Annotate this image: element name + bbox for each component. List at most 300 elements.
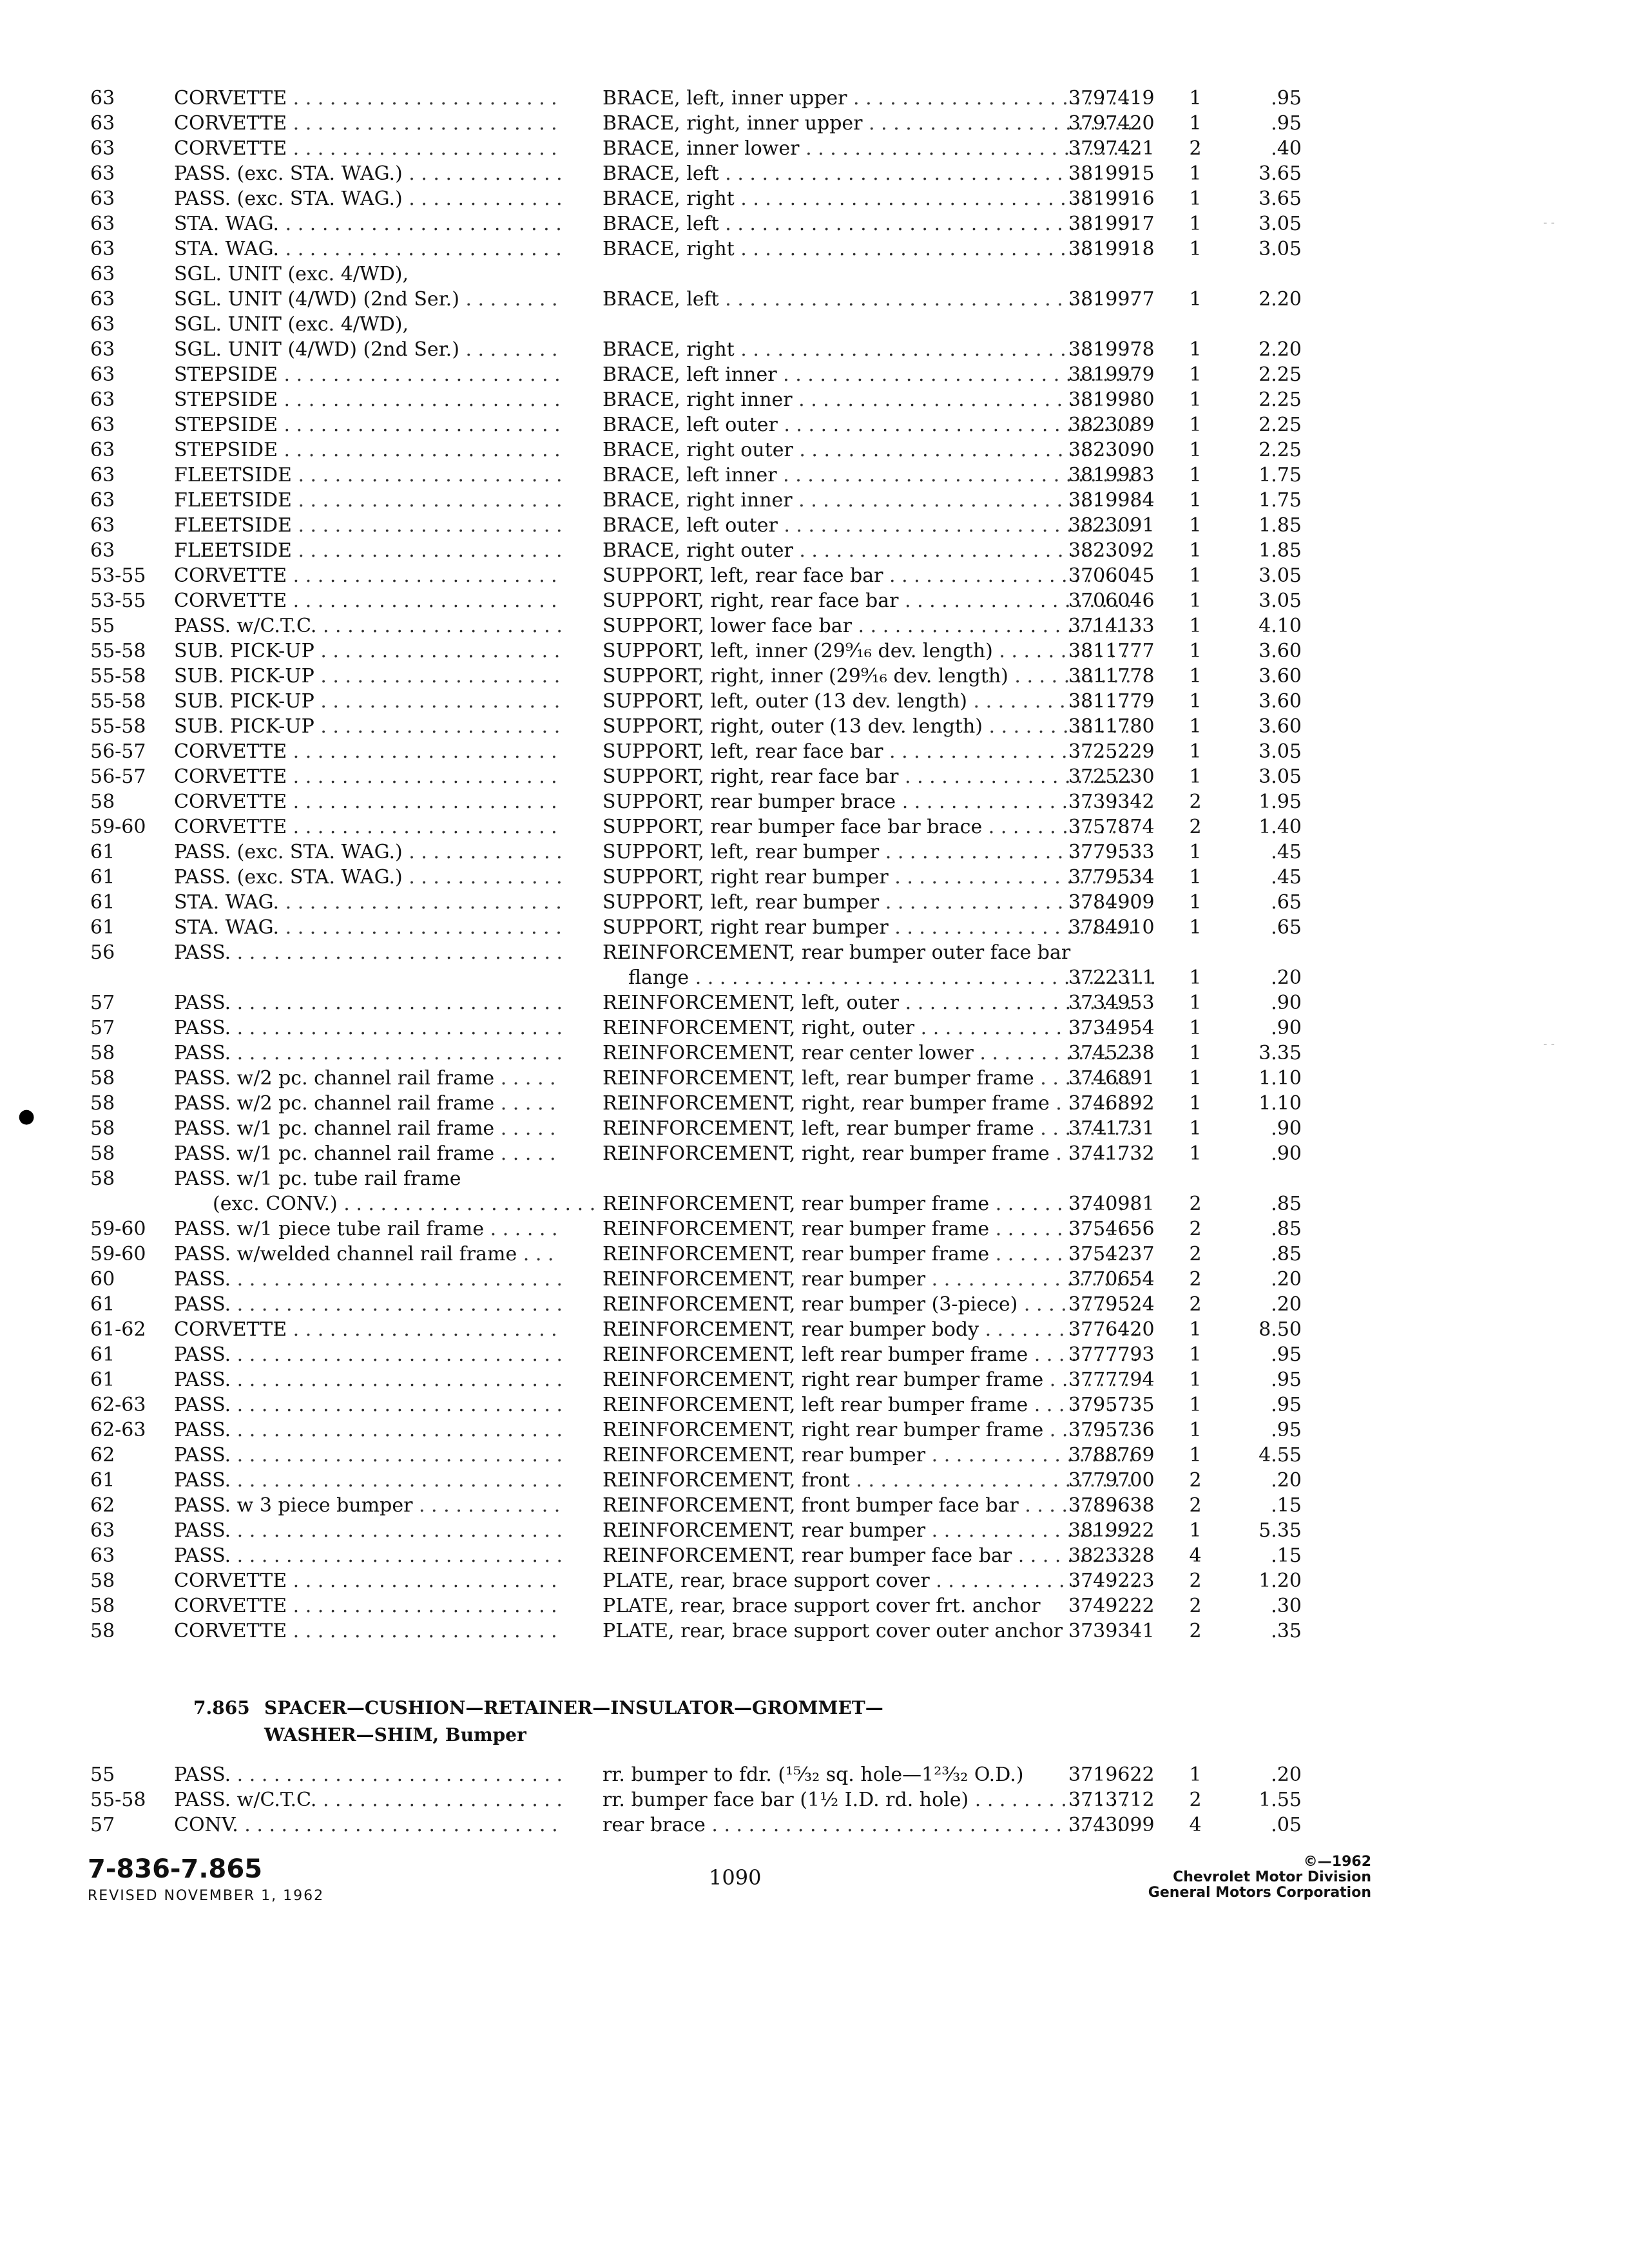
- price-cell-wrap: [1221, 840, 1302, 865]
- model-cell: PASS. . . .: [174, 1469, 561, 1492]
- quantity-cell-wrap: [1182, 513, 1208, 538]
- price-cell: 3.05: [1258, 564, 1302, 587]
- year-cell-wrap: [90, 211, 168, 236]
- quantity-cell-wrap: [1182, 890, 1208, 915]
- year-cell-wrap: [90, 714, 168, 739]
- model-cell: STEPSIDE . . .: [174, 414, 561, 436]
- table-row: [90, 1342, 1302, 1367]
- part-number-cell: 3823091: [1068, 514, 1155, 537]
- model-cell: SGL. UNIT (exc. 4/WD),: [174, 313, 409, 336]
- description-cell: flange . . .: [628, 966, 1163, 989]
- year-cell-wrap: [90, 136, 168, 161]
- model-cell-wrap: [174, 1568, 561, 1593]
- quantity-cell: 2: [1189, 1243, 1202, 1265]
- table-row: [90, 714, 1302, 739]
- price-cell: .95: [1271, 1369, 1302, 1391]
- table-row: [90, 1191, 1302, 1216]
- description-cell: SUPPORT, left, rear bumper . . .: [602, 891, 1137, 914]
- model-cell: SGL. UNIT (exc. 4/WD),: [174, 263, 409, 285]
- model-cell: STEPSIDE . . .: [174, 439, 561, 461]
- description-cell-wrap: [602, 1812, 1137, 1838]
- model-cell-wrap: [174, 990, 561, 1015]
- year-cell-wrap: [90, 1443, 168, 1468]
- description-cell-wrap: [602, 1066, 1137, 1091]
- year-cell-wrap: [90, 639, 168, 664]
- description-cell-wrap: [602, 1216, 1137, 1242]
- description-cell-wrap: [602, 1493, 1137, 1518]
- description-cell: SUPPORT, left, outer (13 dev. length) . . .: [602, 690, 1137, 713]
- description-cell: SUPPORT, right rear bumper . . .: [602, 916, 1137, 939]
- table-row: [90, 1116, 1302, 1141]
- price-cell-wrap: [1221, 1317, 1302, 1342]
- year-cell: 63: [90, 87, 115, 110]
- part-number-cell: 3743099: [1068, 1814, 1155, 1836]
- quantity-cell-wrap: [1182, 1812, 1208, 1838]
- model-cell-wrap: [174, 362, 561, 387]
- year-cell: 63: [90, 238, 115, 260]
- part-number-cell-wrap: [1068, 689, 1171, 714]
- year-cell: 55-58: [90, 665, 146, 687]
- quantity-cell-wrap: [1182, 1443, 1208, 1468]
- year-cell-wrap: [90, 1568, 168, 1593]
- price-cell-wrap: [1221, 664, 1302, 689]
- model-cell: PASS. . . .: [174, 1268, 561, 1291]
- table-row: [90, 1041, 1302, 1066]
- part-number-cell: 3779534: [1068, 866, 1155, 889]
- quantity-cell-wrap: [1182, 136, 1208, 161]
- price-cell: 3.60: [1258, 640, 1302, 662]
- description-cell-wrap: [602, 463, 1137, 488]
- year-cell-wrap: [90, 764, 168, 789]
- quantity-cell-wrap: [1182, 1468, 1208, 1493]
- table-row: [90, 1015, 1302, 1041]
- model-cell-wrap: [174, 1493, 561, 1518]
- table-row: [90, 1812, 1302, 1838]
- model-cell-wrap: [174, 463, 561, 488]
- table-row: [90, 1787, 1302, 1812]
- description-cell: REINFORCEMENT, rear bumper . . .: [602, 1268, 1137, 1291]
- part-number-cell: 3823328: [1068, 1544, 1155, 1567]
- description-cell: REINFORCEMENT, rear bumper (3-piece) . . .: [602, 1293, 1137, 1316]
- part-number-cell: 3823092: [1068, 539, 1155, 562]
- table-row: [90, 990, 1302, 1015]
- price-cell: 1.20: [1258, 1570, 1302, 1592]
- part-number-cell-wrap: [1068, 890, 1171, 915]
- year-cell-wrap: [90, 1015, 168, 1041]
- model-cell: SUB. PICK-UP . . .: [174, 715, 561, 738]
- description-cell-wrap: [602, 1468, 1137, 1493]
- year-cell: 61: [90, 841, 115, 863]
- model-cell-wrap: [174, 915, 561, 940]
- model-cell: SUB. PICK-UP . . .: [174, 640, 561, 662]
- table-row: [90, 111, 1302, 136]
- year-cell: 63: [90, 162, 115, 185]
- year-cell-wrap: [90, 1267, 168, 1292]
- part-number-cell-wrap: [1068, 513, 1171, 538]
- quantity-cell-wrap: [1182, 965, 1208, 990]
- model-cell: PASS. w/1 pc. channel rail frame . . .: [174, 1117, 561, 1140]
- quantity-cell-wrap: [1182, 1066, 1208, 1091]
- description-cell: REINFORCEMENT, rear center lower . . .: [602, 1042, 1137, 1064]
- year-cell: 62: [90, 1494, 115, 1517]
- description-cell-wrap: [602, 1518, 1137, 1543]
- quantity-cell: 2: [1189, 1268, 1202, 1291]
- price-cell: 3.05: [1258, 238, 1302, 260]
- year-cell: 61: [90, 1343, 115, 1366]
- model-cell-wrap: [174, 1443, 561, 1468]
- part-number-cell-wrap: [1068, 1267, 1171, 1292]
- price-cell-wrap: [1221, 890, 1302, 915]
- part-number-cell-wrap: [1068, 814, 1171, 840]
- description-cell-wrap: [602, 689, 1137, 714]
- model-cell: PASS. w 3 piece bumper . . .: [174, 1494, 561, 1517]
- description-cell: BRACE, left . . .: [602, 288, 1137, 311]
- price-cell-wrap: [1221, 1292, 1302, 1317]
- part-number-cell-wrap: [1068, 362, 1171, 387]
- part-number-cell: 3819922: [1068, 1519, 1155, 1542]
- table-row: [90, 1619, 1302, 1644]
- description-cell: BRACE, left inner . . .: [602, 464, 1137, 486]
- part-number-cell-wrap: [1068, 1066, 1171, 1091]
- year-cell-wrap: [90, 538, 168, 563]
- year-cell: 63: [90, 288, 115, 311]
- year-cell: 58: [90, 1168, 115, 1190]
- footer-corporation: General Motors Corporation: [1148, 1885, 1371, 1901]
- description-cell-wrap: [602, 488, 1137, 513]
- footer-copyright: ©—1962: [1303, 1854, 1371, 1870]
- year-cell: 63: [90, 338, 115, 361]
- year-cell: 63: [90, 263, 115, 285]
- description-cell: SUPPORT, left, inner (29⁹⁄₁₆ dev. length) . . .: [602, 640, 1137, 662]
- quantity-cell: 1: [1189, 87, 1202, 110]
- model-cell-wrap: [174, 1543, 561, 1568]
- part-number-cell: 3823089: [1068, 414, 1155, 436]
- model-cell-wrap: [174, 1141, 561, 1166]
- price-cell: .85: [1271, 1243, 1302, 1265]
- model-cell-wrap: [174, 1191, 599, 1216]
- part-number-cell-wrap: [1068, 111, 1171, 136]
- price-cell-wrap: [1221, 1066, 1302, 1091]
- quantity-cell: 2: [1189, 1469, 1202, 1492]
- year-cell: 62-63: [90, 1419, 146, 1441]
- description-cell-wrap: [602, 1317, 1137, 1342]
- part-number-cell-wrap: [1068, 840, 1171, 865]
- model-cell: PASS. (exc. STA. WAG.) . . .: [174, 841, 561, 863]
- price-cell-wrap: [1221, 161, 1302, 186]
- description-cell-wrap: [602, 412, 1137, 437]
- model-cell: SUB. PICK-UP . . .: [174, 665, 561, 687]
- price-cell-wrap: [1221, 186, 1302, 211]
- quantity-cell: 2: [1189, 1293, 1202, 1316]
- year-cell-wrap: [90, 1762, 168, 1787]
- model-cell: PASS. . . .: [174, 1017, 561, 1039]
- model-cell-wrap: [174, 236, 561, 262]
- price-cell: .05: [1271, 1814, 1302, 1836]
- year-cell: 58: [90, 1570, 115, 1592]
- price-cell: 2.20: [1258, 338, 1302, 361]
- part-number-cell: 3741732: [1068, 1142, 1155, 1165]
- year-cell: 63: [90, 187, 115, 210]
- quantity-cell: 1: [1189, 464, 1202, 486]
- price-cell: 1.95: [1258, 791, 1302, 813]
- year-cell: 63: [90, 1519, 115, 1542]
- description-cell-wrap: [602, 739, 1137, 764]
- part-number-cell-wrap: [1068, 865, 1171, 890]
- part-number-cell-wrap: [1068, 1191, 1171, 1216]
- model-cell: CORVETTE . . .: [174, 564, 561, 587]
- price-cell: .40: [1271, 137, 1302, 160]
- quantity-cell-wrap: [1182, 161, 1208, 186]
- table-row: [90, 689, 1302, 714]
- model-cell: STA. WAG. . . .: [174, 213, 561, 235]
- description-cell: BRACE, left . . .: [602, 213, 1137, 235]
- year-cell: 63: [90, 363, 115, 386]
- part-number-cell-wrap: [1068, 1593, 1171, 1619]
- model-cell: PASS. . . .: [174, 1042, 561, 1064]
- quantity-cell: 1: [1189, 765, 1202, 788]
- model-cell: PASS. . . .: [174, 1519, 561, 1542]
- model-cell: PASS. . . .: [174, 1293, 561, 1316]
- quantity-cell-wrap: [1182, 211, 1208, 236]
- quantity-cell: 1: [1189, 213, 1202, 235]
- model-cell-wrap: [174, 1242, 561, 1267]
- year-cell-wrap: [90, 613, 168, 639]
- description-cell-wrap: [602, 437, 1137, 463]
- model-cell-wrap: [174, 1418, 561, 1443]
- description-cell: SUPPORT, rear bumper face bar brace . . .: [602, 816, 1137, 838]
- part-number-cell: 3819918: [1068, 238, 1155, 260]
- part-number-cell: 3725229: [1068, 740, 1155, 763]
- description-cell-wrap: [602, 1543, 1137, 1568]
- description-cell: REINFORCEMENT, front bumper face bar . . .: [602, 1494, 1137, 1517]
- part-number-cell: 3819984: [1068, 489, 1155, 512]
- model-cell-wrap: [174, 689, 561, 714]
- year-cell: 56-57: [90, 765, 146, 788]
- quantity-cell-wrap: [1182, 186, 1208, 211]
- table-row: [90, 1568, 1302, 1593]
- quantity-cell: 2: [1189, 791, 1202, 813]
- quantity-cell-wrap: [1182, 387, 1208, 412]
- model-cell: PASS. (exc. STA. WAG.) . . .: [174, 162, 561, 185]
- year-cell-wrap: [90, 312, 168, 337]
- year-cell-wrap: [90, 1418, 168, 1443]
- description-cell: SUPPORT, right, rear face bar . . .: [602, 765, 1137, 788]
- model-cell-wrap: [174, 538, 561, 563]
- part-number-cell-wrap: [1068, 1543, 1171, 1568]
- description-cell: REINFORCEMENT, left rear bumper frame . . .: [602, 1343, 1137, 1366]
- part-number-cell-wrap: [1068, 739, 1171, 764]
- part-number-cell-wrap: [1068, 1787, 1171, 1812]
- description-cell: rr. bumper to fdr. (¹⁵⁄₃₂ sq. hole—1²³⁄₃₂ O.D.): [602, 1763, 1024, 1786]
- description-cell-wrap: [602, 337, 1137, 362]
- description-cell-wrap: [602, 1392, 1137, 1418]
- year-cell-wrap: [90, 1342, 168, 1367]
- year-cell-wrap: [90, 865, 168, 890]
- table-row: [90, 613, 1302, 639]
- quantity-cell-wrap: [1182, 990, 1208, 1015]
- quantity-cell: 1: [1189, 539, 1202, 562]
- description-cell: REINFORCEMENT, rear bumper outer face bar: [602, 941, 1071, 964]
- quantity-cell: 2: [1189, 1570, 1202, 1592]
- price-cell: .95: [1271, 1419, 1302, 1441]
- model-cell: PASS. w/C.T.C. . . .: [174, 615, 561, 637]
- price-cell-wrap: [1221, 1141, 1302, 1166]
- quantity-cell-wrap: [1182, 1015, 1208, 1041]
- quantity-cell: 1: [1189, 916, 1202, 939]
- model-cell: PASS. . . .: [174, 1394, 561, 1416]
- model-cell-wrap: [174, 287, 561, 312]
- quantity-cell: 1: [1189, 841, 1202, 863]
- quantity-cell-wrap: [1182, 1317, 1208, 1342]
- model-cell: PASS. w/welded channel rail frame . . .: [174, 1243, 561, 1265]
- price-cell-wrap: [1221, 287, 1302, 312]
- year-cell: 57: [90, 1017, 115, 1039]
- description-cell-wrap: [602, 764, 1137, 789]
- model-cell-wrap: [174, 1392, 561, 1418]
- description-cell: REINFORCEMENT, right rear bumper frame . . .: [602, 1419, 1137, 1441]
- table-row: [90, 1493, 1302, 1518]
- price-cell: .20: [1271, 1293, 1302, 1316]
- quantity-cell-wrap: [1182, 1568, 1208, 1593]
- price-cell-wrap: [1221, 412, 1302, 437]
- price-cell-wrap: [1221, 1543, 1302, 1568]
- model-cell: CORVETTE . . .: [174, 1570, 561, 1592]
- section-heading: [193, 1695, 1031, 1749]
- year-cell-wrap: [90, 111, 168, 136]
- model-cell-wrap: [174, 865, 561, 890]
- price-cell: .15: [1271, 1544, 1302, 1567]
- part-number-cell-wrap: [1068, 1242, 1171, 1267]
- part-number-cell-wrap: [1068, 437, 1171, 463]
- price-cell-wrap: [1221, 1418, 1302, 1443]
- part-number-cell-wrap: [1068, 1116, 1171, 1141]
- price-cell: .65: [1271, 916, 1302, 939]
- model-cell-wrap: [174, 1066, 561, 1091]
- part-number-cell-wrap: [1068, 764, 1171, 789]
- price-cell-wrap: [1221, 362, 1302, 387]
- quantity-cell-wrap: [1182, 639, 1208, 664]
- quantity-cell-wrap: [1182, 488, 1208, 513]
- price-cell-wrap: [1221, 613, 1302, 639]
- scan-mark-icon: ●: [18, 1105, 35, 1128]
- quantity-cell-wrap: [1182, 1762, 1208, 1787]
- model-cell-wrap: [174, 1317, 561, 1342]
- price-cell: 1.85: [1258, 514, 1302, 537]
- quantity-cell: 1: [1189, 1419, 1202, 1441]
- price-cell-wrap: [1221, 1518, 1302, 1543]
- model-cell: PASS. w/1 pc. channel rail frame . . .: [174, 1142, 561, 1165]
- model-cell-wrap: [174, 1267, 561, 1292]
- part-number-cell: 3777793: [1068, 1343, 1155, 1366]
- quantity-cell: 1: [1189, 288, 1202, 311]
- part-number-cell: 3770654: [1068, 1268, 1155, 1291]
- quantity-cell-wrap: [1182, 789, 1208, 814]
- description-cell: PLATE, rear, brace support cover . . .: [602, 1570, 1137, 1592]
- quantity-cell: 1: [1189, 966, 1202, 989]
- table-row: [90, 1292, 1302, 1317]
- price-cell: 8.50: [1258, 1318, 1302, 1341]
- model-cell-wrap: [174, 613, 561, 639]
- table-row: [90, 1443, 1302, 1468]
- price-cell-wrap: [1221, 1493, 1302, 1518]
- description-cell-wrap: [602, 1116, 1137, 1141]
- year-cell: 60: [90, 1268, 115, 1291]
- description-cell-wrap: [602, 387, 1137, 412]
- table-row: [90, 814, 1302, 840]
- quantity-cell-wrap: [1182, 1418, 1208, 1443]
- description-cell-wrap: [602, 86, 1137, 111]
- model-cell: CONV. . . .: [174, 1814, 561, 1836]
- year-cell: 55-58: [90, 690, 146, 713]
- table-row: [90, 287, 1302, 312]
- price-cell: .95: [1271, 87, 1302, 110]
- table-row: [90, 890, 1302, 915]
- quantity-cell-wrap: [1182, 1216, 1208, 1242]
- quantity-cell: 1: [1189, 1117, 1202, 1140]
- table-row: [90, 1141, 1302, 1166]
- year-cell-wrap: [90, 437, 168, 463]
- part-number-cell: 3819980: [1068, 389, 1155, 411]
- part-number-cell: 3746892: [1068, 1092, 1155, 1115]
- description-cell: REINFORCEMENT, right rear bumper frame . . .: [602, 1369, 1137, 1391]
- model-cell-wrap: [174, 1041, 561, 1066]
- part-number-cell: 3797421: [1068, 137, 1155, 160]
- year-cell-wrap: [90, 990, 168, 1015]
- model-cell-wrap: [174, 789, 561, 814]
- year-cell: 63: [90, 439, 115, 461]
- description-cell: SUPPORT, left, rear face bar . . .: [602, 564, 1137, 587]
- year-cell-wrap: [90, 1041, 168, 1066]
- part-number-cell: 3819916: [1068, 187, 1155, 210]
- price-cell: 4.55: [1258, 1444, 1302, 1466]
- model-cell-wrap: [174, 1619, 561, 1644]
- part-number-cell: 3823090: [1068, 439, 1155, 461]
- model-cell-wrap: [174, 1468, 561, 1493]
- price-cell-wrap: [1221, 1216, 1302, 1242]
- table-row: [90, 789, 1302, 814]
- model-cell-wrap: [174, 136, 561, 161]
- table-row: [90, 437, 1302, 463]
- model-cell-wrap: [174, 1216, 561, 1242]
- description-cell: BRACE, left outer . . .: [602, 514, 1137, 537]
- description-cell: REINFORCEMENT, front . . .: [602, 1469, 1137, 1492]
- quantity-cell: 1: [1189, 162, 1202, 185]
- price-cell-wrap: [1221, 563, 1302, 588]
- part-number-cell: 3811777: [1068, 640, 1155, 662]
- description-cell: BRACE, right inner . . .: [602, 389, 1137, 411]
- model-cell-wrap: [174, 1091, 561, 1116]
- model-cell-wrap: [174, 890, 561, 915]
- description-cell: REINFORCEMENT, right, rear bumper frame . . .: [602, 1092, 1137, 1115]
- table-row: [90, 1091, 1302, 1116]
- description-cell: SUPPORT, right, inner (29⁹⁄₁₆ dev. length) . . .: [602, 665, 1137, 687]
- part-number-cell-wrap: [1068, 613, 1171, 639]
- model-cell-wrap: [174, 111, 561, 136]
- quantity-cell: 1: [1189, 1042, 1202, 1064]
- price-cell: 3.60: [1258, 715, 1302, 738]
- year-cell-wrap: [90, 1141, 168, 1166]
- price-cell: .90: [1271, 1142, 1302, 1165]
- price-cell: 3.05: [1258, 590, 1302, 612]
- model-cell: CORVETTE . . .: [174, 791, 561, 813]
- price-cell-wrap: [1221, 814, 1302, 840]
- model-cell-wrap: [174, 714, 561, 739]
- part-number-cell-wrap: [1068, 463, 1171, 488]
- part-number-cell-wrap: [1068, 990, 1171, 1015]
- table-row: [90, 312, 1302, 337]
- description-cell: PLATE, rear, brace support cover outer anchor: [602, 1620, 1063, 1642]
- model-cell-wrap: [174, 211, 561, 236]
